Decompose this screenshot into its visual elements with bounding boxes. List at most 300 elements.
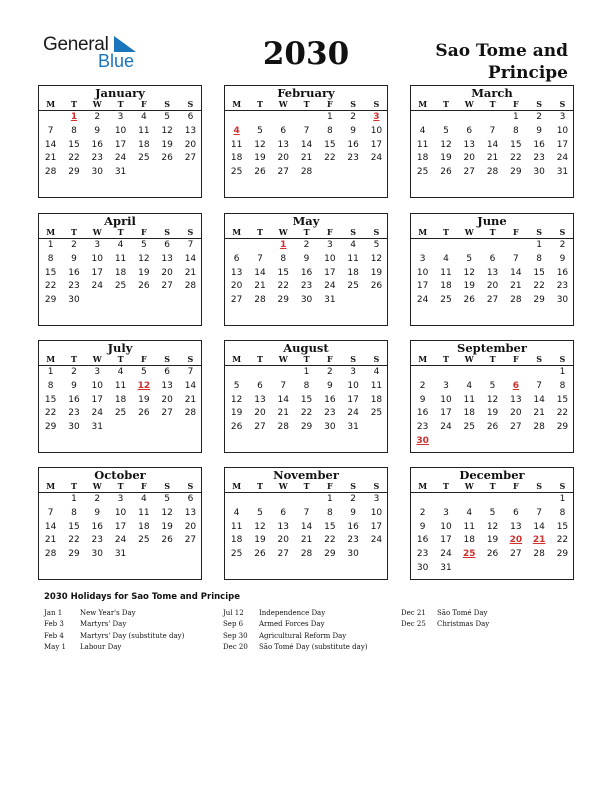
day-cell: 8 — [559, 507, 566, 518]
day-cell: 27 — [184, 535, 197, 546]
day-cell: 1 — [47, 367, 54, 377]
weekday-header: W — [458, 481, 481, 493]
day-cell: 6 — [512, 507, 519, 518]
weekday-header: S — [341, 481, 364, 493]
month-october — [38, 467, 202, 580]
holiday-row — [44, 608, 184, 619]
weekday-header: W — [458, 354, 481, 366]
day-cell: 10 — [91, 253, 103, 264]
day-cell: 16 — [91, 521, 103, 532]
day-cell: 31 — [114, 167, 127, 178]
day-cell: 7 — [187, 367, 194, 377]
empty-cell — [272, 366, 295, 380]
weekday-header: T — [62, 354, 85, 366]
empty-cell — [481, 111, 504, 125]
day-cell: 15 — [44, 267, 57, 278]
day-cell: 13 — [184, 507, 197, 518]
weekday-header: S — [365, 227, 388, 239]
day-cell: 25 — [347, 281, 359, 292]
weekday-header: F — [318, 354, 341, 366]
weekday-header: T — [295, 99, 318, 111]
month-title: September — [457, 341, 527, 355]
day-cell: 9 — [94, 507, 101, 518]
day-cell: 29 — [44, 295, 57, 306]
weekday-header: S — [155, 481, 178, 493]
day-cell: 9 — [326, 380, 333, 391]
day-cell: 11 — [370, 380, 383, 391]
day-cell: 27 — [161, 281, 173, 292]
day-cell: 7 — [257, 253, 263, 264]
holiday-day-cell: 6 — [512, 380, 519, 391]
day-cell: 15 — [510, 139, 522, 150]
day-cell: 14 — [533, 394, 545, 405]
day-cell: 26 — [486, 549, 499, 560]
weekday-header: T — [481, 99, 504, 111]
logo — [43, 34, 143, 74]
day-cell: 16 — [68, 394, 80, 405]
day-cell: 5 — [140, 367, 147, 377]
logo-text-general: General — [43, 34, 109, 55]
day-cell: 15 — [300, 394, 313, 405]
day-cell: 16 — [347, 139, 359, 150]
holiday-name: New Year's Day — [80, 609, 136, 617]
day-cell: 7 — [280, 380, 287, 391]
month-april — [38, 213, 202, 326]
month-days-grid — [411, 227, 573, 308]
day-cell: 17 — [440, 408, 452, 419]
month-title: February — [277, 86, 335, 100]
day-cell: 18 — [463, 535, 475, 546]
day-cell: 13 — [230, 267, 243, 278]
weekday-header: T — [295, 354, 318, 366]
day-cell: 8 — [536, 253, 542, 264]
day-cell: 24 — [440, 422, 452, 433]
day-cell: 13 — [254, 394, 266, 405]
day-cell: 14 — [184, 253, 197, 264]
empty-cell — [248, 239, 271, 253]
weekday-header: S — [551, 99, 574, 111]
weekday-header: F — [318, 99, 341, 111]
month-days-grid — [39, 227, 201, 308]
day-cell: 21 — [300, 535, 313, 546]
day-cell: 25 — [114, 408, 127, 419]
holiday-column — [44, 608, 184, 653]
country-line-1: Sao Tome and — [435, 41, 568, 61]
day-cell: 15 — [533, 267, 545, 278]
day-cell: 26 — [440, 167, 452, 178]
month-days-grid — [39, 354, 201, 435]
day-cell: 15 — [324, 521, 336, 532]
weekday-header: T — [62, 481, 85, 493]
day-cell: 31 — [556, 167, 569, 178]
weekday-header: S — [179, 481, 202, 493]
day-cell: 29 — [510, 167, 522, 178]
day-cell: 9 — [71, 253, 77, 264]
weekday-header: S — [341, 354, 364, 366]
day-cell: 17 — [114, 521, 127, 532]
day-cell: 21 — [184, 394, 197, 405]
day-cell: 26 — [486, 422, 499, 433]
day-cell: 5 — [443, 125, 449, 136]
holiday-name: Martyrs' Day — [80, 620, 127, 629]
empty-cell — [225, 111, 248, 125]
day-cell: 5 — [164, 494, 170, 504]
day-cell: 27 — [161, 408, 173, 419]
day-cell: 22 — [324, 153, 336, 164]
holiday-date: Feb 4 — [44, 631, 64, 640]
day-cell: 7 — [303, 125, 310, 136]
day-cell: 23 — [324, 408, 336, 419]
day-cell: 12 — [230, 394, 243, 405]
holiday-row — [401, 619, 489, 630]
day-cell: 6 — [187, 494, 194, 504]
month-title: July — [107, 341, 133, 355]
day-cell: 7 — [536, 380, 542, 391]
weekday-header: S — [155, 99, 178, 111]
day-cell: 12 — [463, 267, 475, 278]
empty-cell — [411, 493, 434, 507]
holiday-day-cell: 1 — [280, 240, 287, 250]
day-cell: 29 — [44, 422, 57, 433]
weekday-header: S — [551, 481, 574, 493]
day-cell: 23 — [347, 153, 359, 164]
weekday-header: S — [527, 481, 550, 493]
day-cell: 14 — [510, 267, 522, 278]
weekday-header: F — [504, 99, 527, 111]
day-cell: 2 — [71, 367, 77, 377]
day-cell: 4 — [466, 380, 473, 391]
day-cell: 11 — [138, 125, 150, 136]
weekday-header: M — [411, 99, 434, 111]
weekday-header: M — [225, 481, 248, 493]
day-cell: 7 — [512, 253, 519, 264]
day-cell: 7 — [536, 507, 542, 518]
day-cell: 9 — [419, 394, 426, 405]
day-cell: 12 — [370, 253, 383, 264]
day-cell: 30 — [416, 562, 429, 573]
day-cell: 10 — [347, 380, 359, 391]
weekday-header: M — [39, 227, 62, 239]
day-cell: 15 — [324, 139, 336, 150]
weekday-header: T — [434, 227, 457, 239]
day-cell: 13 — [161, 380, 173, 391]
empty-cell — [411, 111, 434, 125]
day-cell: 20 — [161, 267, 173, 278]
day-cell: 5 — [373, 240, 380, 250]
day-cell: 20 — [254, 408, 266, 419]
day-cell: 20 — [230, 281, 243, 292]
day-cell: 17 — [347, 394, 359, 405]
weekday-header: M — [225, 227, 248, 239]
day-cell: 14 — [300, 139, 313, 150]
day-cell: 6 — [489, 253, 496, 264]
weekday-header: T — [248, 481, 271, 493]
day-cell: 6 — [280, 507, 287, 518]
day-cell: 3 — [94, 240, 101, 250]
holiday-date: Feb 3 — [44, 620, 64, 629]
month-title: April — [104, 214, 136, 228]
day-cell: 24 — [114, 153, 127, 164]
holiday-row — [223, 642, 368, 653]
day-cell: 17 — [556, 139, 569, 150]
day-cell: 19 — [440, 153, 452, 164]
day-cell: 4 — [233, 507, 240, 518]
day-cell: 21 — [277, 408, 289, 419]
day-cell: 18 — [138, 139, 150, 150]
day-cell: 3 — [559, 112, 566, 122]
weekday-header: S — [527, 99, 550, 111]
day-cell: 11 — [440, 267, 452, 278]
holiday-name: Labour Day — [80, 642, 122, 651]
day-cell: 24 — [324, 281, 336, 292]
day-cell: 27 — [230, 295, 243, 306]
day-cell: 22 — [533, 281, 545, 292]
weekday-header: T — [248, 227, 271, 239]
day-cell: 22 — [68, 535, 80, 546]
day-cell: 30 — [556, 295, 569, 306]
empty-cell — [295, 111, 318, 125]
empty-cell — [458, 493, 481, 507]
day-cell: 28 — [277, 422, 289, 433]
day-cell: 30 — [68, 295, 80, 306]
day-cell: 30 — [533, 167, 545, 178]
weekday-header: T — [481, 227, 504, 239]
day-cell: 11 — [114, 253, 127, 264]
weekday-header: F — [318, 481, 341, 493]
day-cell: 19 — [486, 535, 499, 546]
day-cell: 13 — [486, 267, 499, 278]
day-cell: 19 — [370, 267, 383, 278]
day-cell: 4 — [373, 367, 380, 377]
holiday-row — [401, 608, 489, 619]
day-cell: 12 — [486, 521, 499, 532]
month-days-grid — [225, 99, 387, 180]
day-cell: 8 — [47, 253, 54, 264]
holiday-day-cell: 21 — [532, 535, 546, 546]
empty-cell — [527, 493, 550, 507]
day-cell: 11 — [230, 139, 243, 150]
weekday-header: S — [155, 227, 178, 239]
day-cell: 3 — [94, 367, 101, 377]
day-cell: 11 — [230, 521, 243, 532]
empty-cell — [458, 239, 481, 253]
day-cell: 24 — [114, 535, 127, 546]
day-cell: 2 — [71, 240, 77, 250]
day-cell: 20 — [277, 535, 289, 546]
weekday-header: F — [132, 227, 155, 239]
day-cell: 6 — [164, 240, 170, 250]
weekday-header: W — [458, 99, 481, 111]
day-cell: 14 — [277, 394, 289, 405]
day-cell: 16 — [416, 535, 429, 546]
day-cell: 13 — [161, 253, 173, 264]
weekday-header: W — [272, 99, 295, 111]
day-cell: 8 — [326, 507, 333, 518]
empty-cell — [527, 366, 550, 380]
holiday-row — [44, 619, 184, 630]
day-cell: 11 — [138, 507, 150, 518]
holiday-day-cell: 30 — [416, 435, 429, 446]
logo-text-blue: Blue — [98, 51, 135, 71]
day-cell: 25 — [138, 153, 150, 164]
day-cell: 16 — [300, 267, 313, 278]
month-december — [410, 467, 574, 580]
day-cell: 9 — [303, 253, 310, 264]
weekday-header: S — [365, 354, 388, 366]
day-cell: 3 — [419, 253, 426, 264]
month-title: January — [95, 86, 145, 100]
day-cell: 15 — [556, 394, 569, 405]
day-cell: 6 — [257, 380, 263, 391]
day-cell: 4 — [117, 240, 124, 250]
day-cell: 17 — [324, 267, 336, 278]
month-september — [410, 340, 574, 453]
day-cell: 24 — [440, 549, 452, 560]
day-cell: 24 — [556, 153, 569, 164]
weekday-header: M — [225, 354, 248, 366]
day-cell: 8 — [512, 125, 519, 136]
day-cell: 2 — [326, 367, 333, 377]
holiday-name: São Tomé Day — [437, 609, 488, 617]
month-february — [224, 85, 388, 198]
weekday-header: T — [248, 354, 271, 366]
day-cell: 24 — [347, 408, 359, 419]
weekday-header: F — [132, 481, 155, 493]
day-cell: 3 — [117, 494, 124, 504]
day-cell: 5 — [257, 507, 263, 518]
weekday-header: S — [155, 354, 178, 366]
day-cell: 28 — [486, 167, 499, 178]
weekday-header: W — [86, 354, 109, 366]
day-cell: 14 — [44, 139, 57, 150]
day-cell: 21 — [510, 281, 522, 292]
empty-cell — [434, 111, 457, 125]
weekday-header: F — [504, 481, 527, 493]
weekday-header: W — [86, 227, 109, 239]
month-days-grid — [225, 227, 387, 308]
weekday-header: S — [365, 481, 388, 493]
weekday-header: M — [411, 354, 434, 366]
weekday-header: S — [179, 354, 202, 366]
day-cell: 8 — [47, 380, 54, 391]
holiday-date: Jan 1 — [44, 609, 63, 617]
day-cell: 7 — [47, 125, 54, 136]
day-cell: 23 — [68, 408, 80, 419]
empty-cell — [39, 493, 62, 507]
day-cell: 14 — [533, 521, 545, 532]
holiday-row — [223, 608, 368, 619]
day-cell: 2 — [419, 380, 426, 391]
day-cell: 26 — [161, 535, 173, 546]
day-cell: 10 — [370, 507, 383, 518]
day-cell: 4 — [117, 367, 124, 377]
day-cell: 17 — [416, 281, 429, 292]
day-cell: 7 — [303, 507, 310, 518]
day-cell: 24 — [370, 153, 383, 164]
empty-cell — [272, 493, 295, 507]
weekday-header: M — [39, 481, 62, 493]
weekday-header: W — [86, 481, 109, 493]
empty-cell — [248, 366, 271, 380]
day-cell: 23 — [416, 422, 429, 433]
day-cell: 16 — [416, 408, 429, 419]
month-title: December — [459, 468, 525, 482]
empty-cell — [434, 366, 457, 380]
empty-cell — [225, 239, 248, 253]
weekday-header: F — [318, 227, 341, 239]
holiday-day-cell: 4 — [233, 125, 240, 136]
day-cell: 25 — [138, 535, 150, 546]
holiday-row — [223, 619, 368, 630]
day-cell: 10 — [440, 394, 452, 405]
day-cell: 3 — [443, 380, 449, 391]
day-cell: 18 — [138, 521, 150, 532]
day-cell: 31 — [324, 295, 336, 306]
day-cell: 20 — [184, 139, 197, 150]
day-cell: 28 — [254, 295, 266, 306]
day-cell: 14 — [44, 521, 57, 532]
empty-cell — [225, 366, 248, 380]
day-cell: 10 — [114, 125, 127, 136]
day-cell: 30 — [91, 549, 103, 560]
day-cell: 1 — [47, 240, 54, 250]
month-january — [38, 85, 202, 198]
day-cell: 21 — [486, 153, 499, 164]
day-cell: 29 — [324, 549, 336, 560]
day-cell: 16 — [91, 139, 103, 150]
day-cell: 18 — [440, 281, 452, 292]
holiday-name: Armed Forces Day — [259, 620, 325, 629]
month-june — [410, 213, 574, 326]
day-cell: 20 — [486, 281, 499, 292]
holiday-row — [223, 631, 368, 642]
day-cell: 22 — [510, 153, 522, 164]
day-cell: 30 — [347, 549, 359, 560]
day-cell: 15 — [68, 139, 80, 150]
empty-cell — [458, 111, 481, 125]
weekday-header: M — [411, 227, 434, 239]
day-cell: 17 — [91, 394, 103, 405]
day-cell: 22 — [300, 408, 313, 419]
day-cell: 23 — [68, 281, 80, 292]
weekday-header: T — [295, 227, 318, 239]
day-cell: 28 — [300, 167, 313, 178]
day-cell: 5 — [489, 507, 496, 518]
day-cell: 19 — [254, 535, 266, 546]
month-august — [224, 340, 388, 453]
day-cell: 31 — [347, 422, 359, 433]
day-cell: 20 — [161, 394, 173, 405]
weekday-header: T — [434, 354, 457, 366]
day-cell: 19 — [463, 281, 475, 292]
day-cell: 26 — [138, 408, 150, 419]
holiday-row — [44, 642, 184, 653]
month-may — [224, 213, 388, 326]
day-cell: 26 — [138, 281, 150, 292]
day-cell: 18 — [230, 153, 243, 164]
holiday-column — [223, 608, 368, 653]
month-title: March — [471, 86, 513, 100]
day-cell: 26 — [161, 153, 173, 164]
weekday-header: S — [551, 354, 574, 366]
weekday-header: F — [132, 354, 155, 366]
holiday-day-cell: 1 — [70, 112, 78, 122]
weekday-header: S — [341, 227, 364, 239]
holiday-name: São Tomé Day (substitute day) — [259, 642, 368, 651]
day-cell: 4 — [350, 240, 356, 250]
day-cell: 10 — [114, 507, 127, 518]
holiday-date: Dec 20 — [223, 642, 248, 651]
